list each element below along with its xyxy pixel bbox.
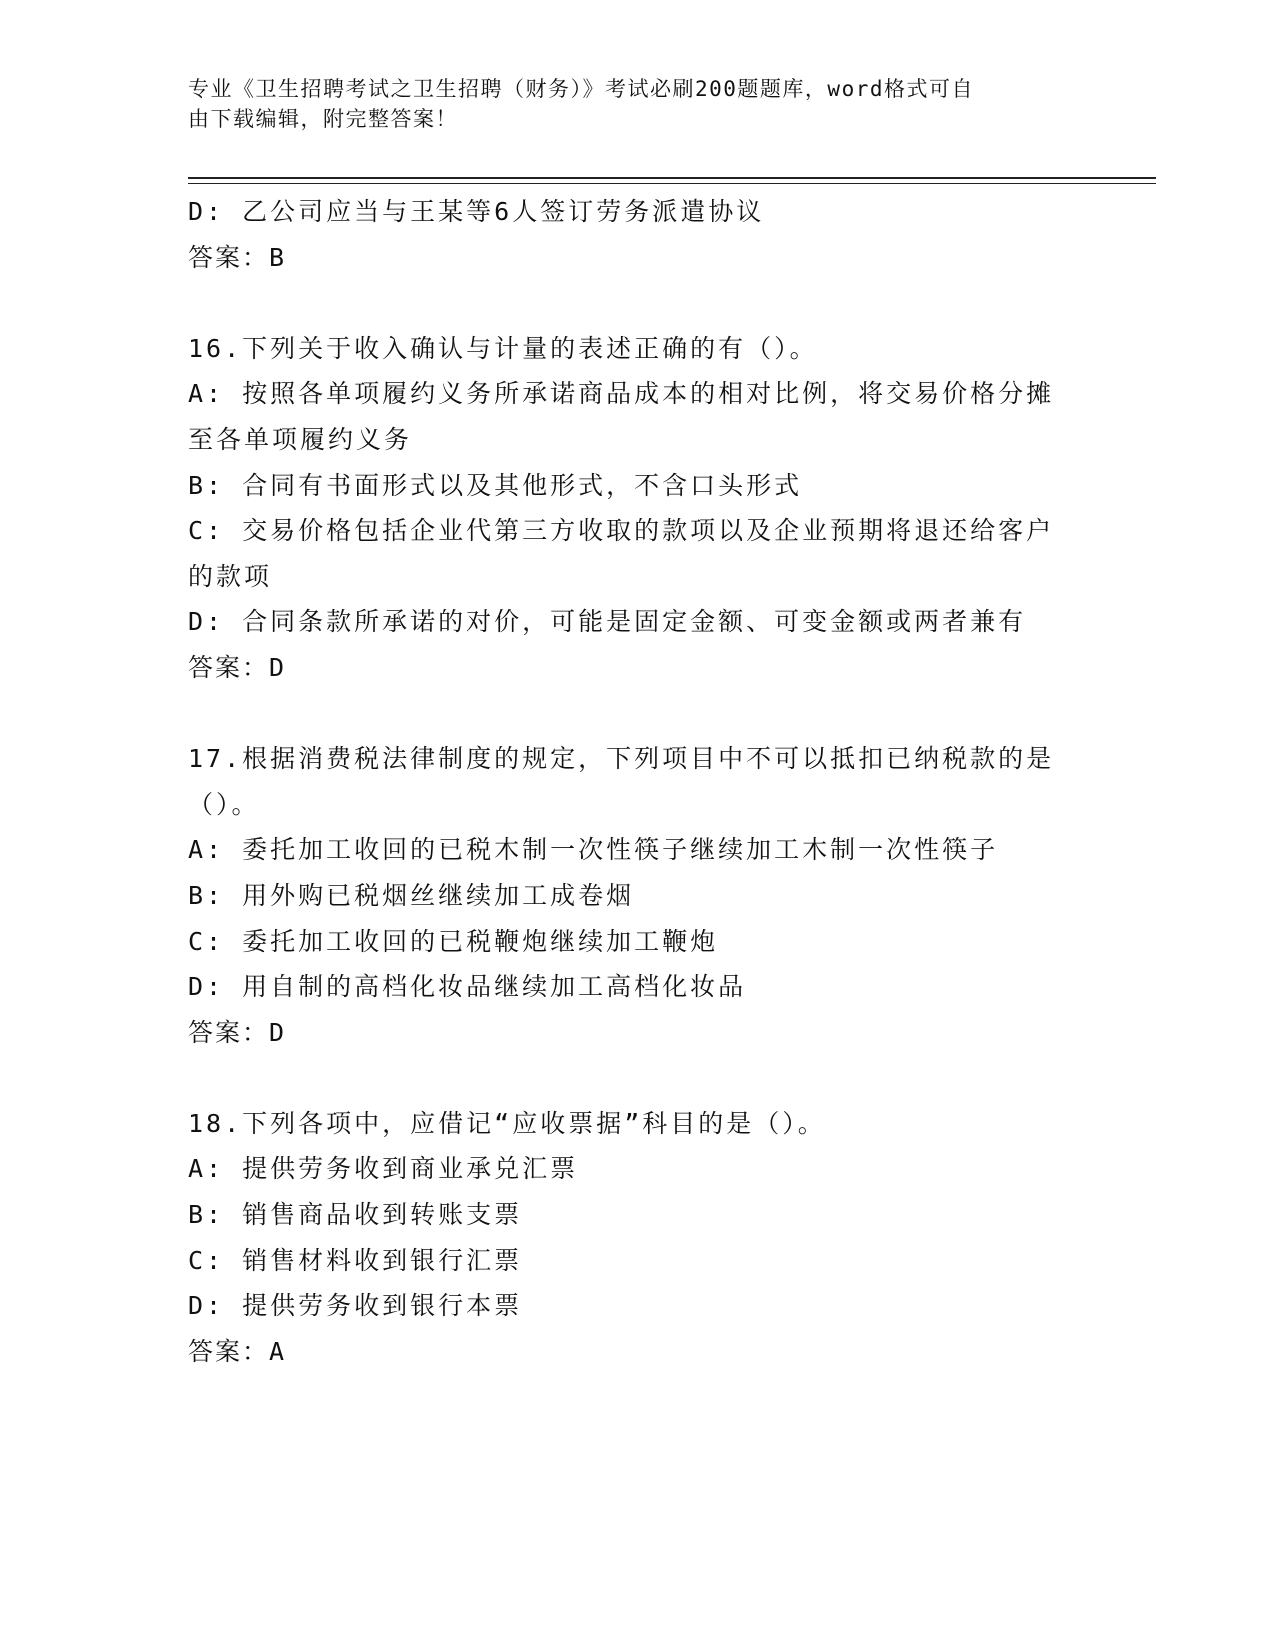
question-content [188,189,1088,1374]
answer-line: 答案：D [188,1017,287,1047]
option-a: A: 提供劳务收到商业承兑汇票 [188,1154,579,1184]
question-16 [188,326,1088,691]
option-c: C: 交易价格包括企业代第三方收取的款项以及企业预期将退还给客户 [188,516,1055,546]
page-header [188,74,1068,134]
option-c: C: 销售材料收到银行汇票 [188,1245,523,1275]
option-d: D: 提供劳务收到银行本票 [188,1291,523,1321]
option-c: C: 委托加工收回的已税鞭炮继续加工鞭炮 [188,926,719,956]
option-b: B: 用外购已税烟丝继续加工成卷烟 [188,880,635,910]
option-a-continued: 至各单项履约义务 [188,424,413,454]
question-17 [188,736,1088,1055]
question-stem: 16.下列关于收入确认与计量的表述正确的有（）。 [188,333,818,363]
option-b: B: 合同有书面形式以及其他形式，不含口头形式 [188,470,803,500]
answer-line: 答案：A [188,1336,287,1366]
option-d: D: 合同条款所承诺的对价，可能是固定金额、可变金额或两者兼有 [188,607,1027,637]
question-stem-continued: （）。 [188,789,260,819]
header-rule-thin [188,183,1156,184]
option-d: D: 乙公司应当与王某等6人签订劳务派遣协议 [188,197,765,226]
question-stem: 17.根据消费税法律制度的规定，下列项目中不可以抵扣已纳税款的是 [188,744,1055,774]
header-line-2: 由下载编辑，附完整答案！ [188,107,458,131]
question-18 [188,1101,1088,1375]
option-d: D: 用自制的高档化妆品继续加工高档化妆品 [188,972,747,1002]
option-a: A: 按照各单项履约义务所承诺商品成本的相对比例，将交易价格分摊 [188,379,1055,409]
question-stem: 18.下列各项中，应借记“应收票据”科目的是（）。 [188,1108,826,1138]
option-b: B: 销售商品收到转账支票 [188,1200,523,1230]
option-c-continued: 的款项 [188,561,273,591]
header-rule-thick [188,177,1156,179]
option-a: A: 委托加工收回的已税木制一次性筷子继续加工木制一次性筷子 [188,835,999,865]
answer-line: 答案：D [188,652,287,682]
answer-line: 答案：B [188,242,287,272]
header-line-1: 专业《卫生招聘考试之卫生招聘（财务）》考试必刷200题题库，word格式可自 [188,77,974,101]
